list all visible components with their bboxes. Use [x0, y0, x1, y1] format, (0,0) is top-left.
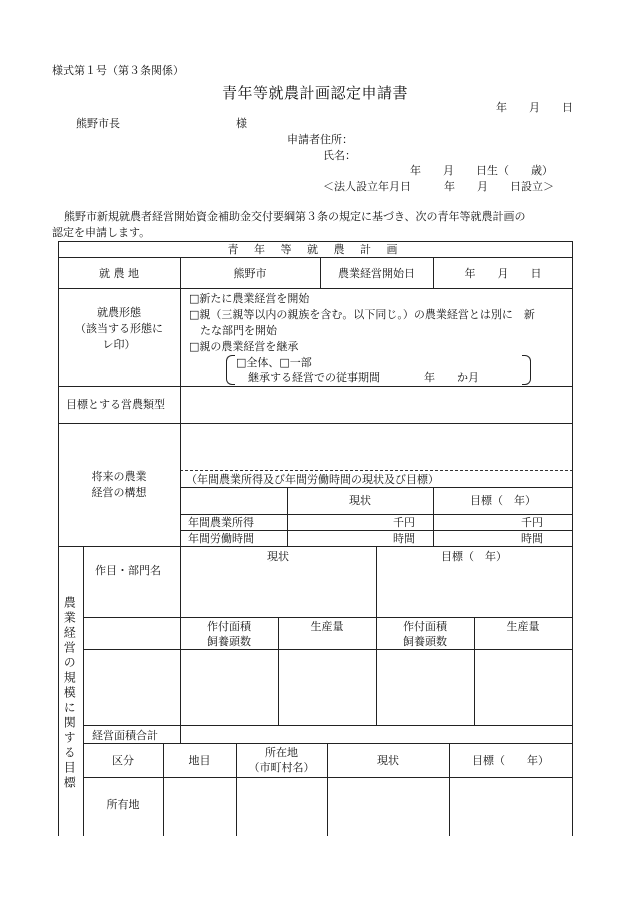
- corporation-date-line: ＜法人設立年月日 年 月 日設立＞: [323, 180, 554, 193]
- herd-current-label: 飼養頭数: [207, 635, 251, 648]
- start-date-value: 年 月 日: [464, 267, 542, 280]
- annual-hours-label: 年間労働時間: [188, 532, 254, 545]
- mayor-addressee: 熊野市長: [76, 117, 120, 130]
- farming-form-label: 就農形態: [97, 306, 141, 319]
- start-date-label: 農業経営開始日: [338, 267, 415, 280]
- honorific: 様: [236, 117, 247, 130]
- applicant-address-label: 申請者住所：: [287, 133, 353, 146]
- succession-period: 継承する経営での従事期間 年 か月: [248, 371, 479, 384]
- option-new-start[interactable]: □新たに農業経営を開始: [189, 292, 310, 305]
- land-current-header: 現状: [377, 754, 399, 767]
- land-target-header: 目標（ 年）: [472, 754, 549, 767]
- income-target-header: 目標（ 年）: [470, 494, 536, 507]
- birth-date-line: 年 月 日生（ 歳）: [410, 164, 553, 177]
- area-target-label: 作付面積: [403, 620, 447, 633]
- farming-form-note-2: レ印）: [102, 338, 136, 351]
- income-current-header: 現状: [349, 494, 371, 507]
- division-header: 区分: [112, 754, 134, 767]
- body-text-line-1: 熊野市新規就農者経営開始資金補助金交付要綱第３条の規定に基づき、次の青年等就農計画の: [64, 210, 526, 223]
- land-type-header: 地目: [188, 754, 211, 767]
- income-hours-heading: （年間農業所得及び年間労働時間の現状及び目標）: [186, 473, 439, 486]
- form-number: 様式第１号（第３条関係）: [52, 64, 184, 77]
- body-text-line-2: 認定を申請します。: [52, 226, 151, 239]
- bracket-left: [226, 355, 235, 385]
- option-succession-scope[interactable]: □全体、□一部: [236, 356, 312, 369]
- target-farming-type-label: 目標とする営農類型: [66, 398, 165, 411]
- crop-division-label: 作目・部門名: [95, 564, 161, 577]
- hours-current-unit: 時間: [393, 532, 415, 545]
- farm-location-value: 熊野市: [233, 267, 267, 280]
- annual-income-label: 年間農業所得: [188, 516, 254, 529]
- farm-location-label: 就 農 地: [99, 267, 139, 280]
- hours-target-unit: 時間: [521, 532, 543, 545]
- scale-side-label: 農業経営の規模に関する目標: [62, 596, 77, 791]
- production-target-label: 生産量: [506, 620, 540, 633]
- owned-land-label: 所有地: [106, 798, 140, 811]
- production-current-label: 生産量: [310, 620, 344, 633]
- bracket-right: [522, 355, 531, 385]
- option-new-division-cont: たな部門を開始: [189, 324, 277, 337]
- vision-label: 将来の農業: [91, 470, 147, 483]
- income-current-unit: 千円: [393, 516, 415, 529]
- plan-heading: 青 年 等 就 農 計 画: [227, 243, 404, 256]
- scale-target-header: 目標（ 年）: [441, 550, 507, 563]
- income-target-unit: 千円: [521, 516, 543, 529]
- vision-label-2: 経営の構想: [91, 486, 147, 499]
- location-header: 所在地: [265, 746, 298, 759]
- area-current-label: 作付面積: [207, 620, 251, 633]
- applicant-name-label: 氏名：: [323, 149, 356, 162]
- location-header-sub: （市町村名）: [248, 761, 315, 774]
- application-date: 年 月 日: [496, 101, 573, 114]
- herd-target-label: 飼養頭数: [403, 635, 447, 648]
- option-succession[interactable]: □親の農業経営を継承: [189, 340, 299, 353]
- form-title: 青年等就農計画認定申請書: [221, 84, 408, 102]
- total-area-label: 経営面積合計: [92, 729, 158, 742]
- option-new-division[interactable]: □親（三親等以内の親族を含む。以下同じ。）の農業経営とは別に 新: [189, 308, 535, 321]
- scale-current-header: 現状: [267, 550, 289, 563]
- farming-form-note: （該当する形態に: [75, 322, 163, 335]
